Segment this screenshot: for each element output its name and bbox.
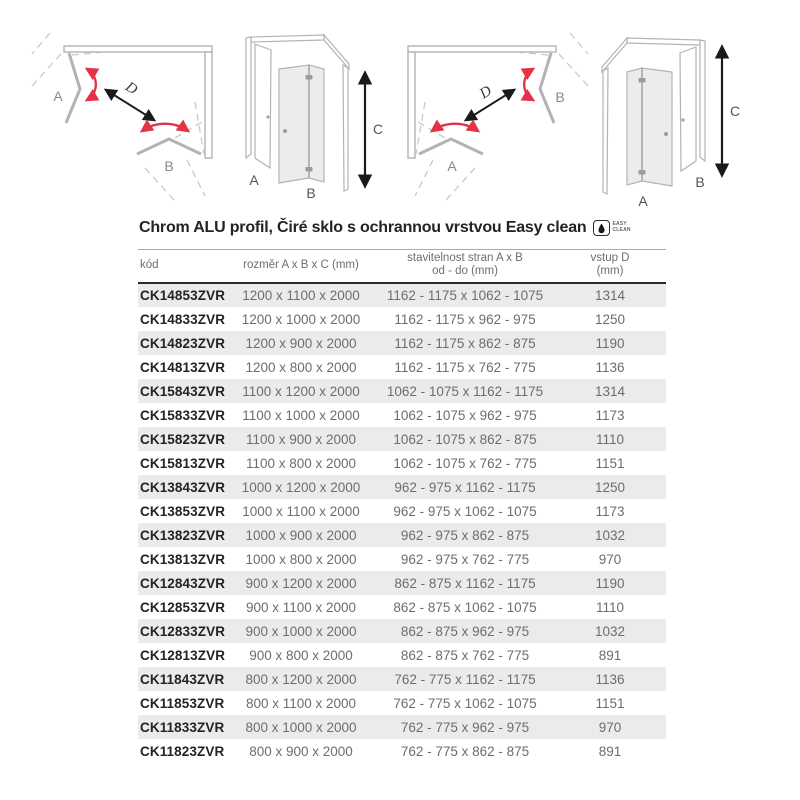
table-row: [138, 715, 666, 739]
product-code: CK13853ZVR: [140, 503, 226, 519]
table-row: [138, 427, 666, 451]
entry-width-d: 1250: [594, 311, 626, 327]
entry-width-d: 970: [598, 551, 622, 567]
table-row: [138, 523, 666, 547]
entry-width-d: 1250: [594, 479, 626, 495]
entry-width-d: 1136: [595, 359, 625, 375]
size-table-header: [138, 250, 666, 284]
droplet-icon: [597, 223, 606, 234]
diagram2-door-b-label: B: [306, 185, 316, 201]
entry-width-d: 1314: [594, 288, 626, 304]
dimension-axbxc: 900 x 1200 x 2000: [245, 575, 357, 591]
product-code: CK11843ZVR: [140, 671, 225, 687]
diagram3-door-a-label: A: [447, 158, 457, 174]
entry-width-d: 891: [598, 647, 622, 663]
product-code: CK15823ZVR: [140, 431, 226, 447]
entry-width-d: 1136: [595, 671, 625, 687]
product-code: CK13813ZVR: [140, 551, 226, 567]
diagram-top-view-left: [28, 28, 228, 213]
column-header-stavitelnost: [376, 250, 554, 284]
entry-width-d: 970: [598, 719, 622, 735]
diagram1-door-b-label: B: [164, 158, 174, 174]
dimension-axbxc: 1200 x 800 x 2000: [245, 359, 357, 375]
dimension-axbxc: 800 x 1100 x 2000: [245, 695, 357, 711]
entry-width-d: 1151: [595, 455, 625, 471]
table-row: [138, 595, 666, 619]
table-row: [138, 403, 666, 427]
entry-width-d: 1190: [595, 575, 625, 591]
dimension-axbxc: 1200 x 1000 x 2000: [241, 311, 361, 327]
adjustability-range: 1162 - 1175 x 962 - 975: [394, 311, 536, 327]
entry-width-d: 1110: [595, 431, 625, 447]
dimension-axbxc: 1000 x 1100 x 2000: [242, 503, 360, 519]
product-code: CK14833ZVR: [140, 311, 226, 327]
table-row: [138, 331, 666, 355]
adjustability-range: 762 - 775 x 1162 - 1175: [394, 671, 536, 687]
entry-width-d: 1032: [594, 527, 626, 543]
product-code: CK15833ZVR: [140, 407, 226, 423]
entry-width-d: 1110: [595, 599, 625, 615]
table-row: [138, 499, 666, 523]
column-header-stavitelnost-line1: stavitelnost stran A x B: [407, 252, 523, 264]
diagram4-height-c-label: C: [729, 103, 741, 119]
adjustability-range: 962 - 975 x 862 - 875: [400, 527, 530, 543]
table-row: [138, 739, 666, 763]
dimension-axbxc: 1100 x 1000 x 2000: [242, 407, 360, 423]
dimension-axbxc: 1000 x 800 x 2000: [245, 551, 357, 567]
size-table-wrap: [138, 249, 666, 763]
column-header-rozmer: rozměr A x B x C (mm): [226, 250, 376, 284]
diagram1-door-a-label: A: [53, 88, 63, 104]
diagram3-entry-d-label: D: [476, 82, 495, 103]
product-code: CK12813ZVR: [140, 647, 226, 663]
entry-width-d: 1173: [595, 503, 625, 519]
diagram2-height-c-label: C: [372, 121, 384, 137]
adjustability-range: 962 - 975 x 1162 - 1175: [394, 479, 536, 495]
entry-width-d: 1190: [595, 335, 625, 351]
dimension-axbxc: 1200 x 1100 x 2000: [242, 288, 360, 304]
table-row: [138, 619, 666, 643]
adjustability-range: 862 - 875 x 1162 - 1175: [394, 575, 536, 591]
product-code: CK13823ZVR: [140, 527, 226, 543]
adjustability-range: 862 - 875 x 962 - 975: [400, 623, 530, 639]
column-header-vstup-line1: vstup D: [590, 252, 630, 264]
diagram1-entry-d-label: D: [122, 78, 141, 99]
adjustability-range: 762 - 775 x 1062 - 1075: [393, 695, 537, 711]
size-table: [138, 249, 666, 763]
table-row: [138, 451, 666, 475]
column-header-kod: kód: [138, 250, 226, 284]
dimension-axbxc: 900 x 800 x 2000: [249, 647, 353, 663]
diagram-iso-view-left: [236, 25, 388, 210]
table-row: [138, 355, 666, 379]
dimension-axbxc: 800 x 1000 x 2000: [245, 719, 357, 735]
dimension-axbxc: 900 x 1100 x 2000: [245, 599, 357, 615]
dimension-axbxc: 1000 x 900 x 2000: [245, 527, 357, 543]
product-code: CK12843ZVR: [140, 575, 226, 591]
adjustability-range: 1162 - 1175 x 762 - 775: [394, 359, 536, 375]
easy-clean-badge: [593, 220, 630, 236]
easy-clean-badge-box: [593, 220, 610, 236]
diagram2-panel-a-label: A: [249, 172, 259, 188]
product-line-title: Chrom ALU profil, Čiré sklo s ochrannou vrstvou Easy clean: [139, 219, 587, 236]
diagram-top-view-right: [392, 28, 592, 213]
product-code: CK13843ZVR: [140, 479, 226, 495]
product-code: CK11853ZVR: [140, 695, 225, 711]
entry-width-d: 1151: [595, 695, 625, 711]
adjustability-range: 1162 - 1175 x 1062 - 1075: [386, 288, 544, 304]
entry-width-d: 1173: [595, 407, 625, 423]
adjustability-range: 1062 - 1075 x 1162 - 1175: [386, 383, 544, 399]
product-code: CK14853ZVR: [140, 288, 226, 304]
product-code: CK12853ZVR: [140, 599, 226, 615]
dimension-axbxc: 1200 x 900 x 2000: [245, 335, 357, 351]
dimension-axbxc: 1100 x 1200 x 2000: [242, 383, 360, 399]
adjustability-range: 1162 - 1175 x 862 - 875: [394, 335, 536, 351]
product-code: CK15843ZVR: [140, 383, 226, 399]
title-row: [139, 219, 631, 237]
dimension-axbxc: 800 x 900 x 2000: [249, 743, 353, 759]
table-row: [138, 667, 666, 691]
dimension-axbxc: 1100 x 800 x 2000: [245, 455, 357, 471]
dimension-axbxc: 900 x 1000 x 2000: [245, 623, 357, 639]
product-code: CK11833ZVR: [140, 719, 225, 735]
diagram4-panel-b-label: B: [695, 174, 705, 190]
product-code: CK12833ZVR: [140, 623, 226, 639]
easy-clean-badge-line2: CLEAN: [612, 227, 631, 233]
adjustability-range: 862 - 875 x 762 - 775: [400, 647, 530, 663]
adjustability-range: 862 - 875 x 1062 - 1075: [393, 599, 537, 615]
table-row: [138, 643, 666, 667]
dimension-axbxc: 800 x 1200 x 2000: [245, 671, 357, 687]
table-row: [138, 379, 666, 403]
dimension-axbxc: 1100 x 900 x 2000: [245, 431, 357, 447]
adjustability-range: 1062 - 1075 x 962 - 975: [393, 407, 537, 423]
column-header-vstup-line2: (mm): [596, 265, 624, 278]
adjustability-range: 762 - 775 x 862 - 875: [400, 743, 530, 759]
easy-clean-badge-line1: EASY: [612, 221, 627, 228]
easy-clean-badge-text: [612, 222, 630, 234]
adjustability-range: 962 - 975 x 762 - 775: [400, 551, 530, 567]
table-row: [138, 283, 666, 307]
table-row: [138, 307, 666, 331]
adjustability-range: 962 - 975 x 1062 - 1075: [393, 503, 537, 519]
dimension-axbxc: 1000 x 1200 x 2000: [241, 479, 361, 495]
table-row: [138, 475, 666, 499]
diagram3-door-b-label: B: [555, 89, 565, 105]
adjustability-range: 762 - 775 x 962 - 975: [400, 719, 530, 735]
entry-width-d: 1032: [594, 623, 626, 639]
product-code: CK14823ZVR: [140, 335, 226, 351]
adjustability-range: 1062 - 1075 x 862 - 875: [393, 431, 537, 447]
column-header-vstup: [554, 250, 666, 284]
diagram-iso-view-right: [596, 25, 754, 215]
size-table-body: [138, 283, 666, 763]
product-code: CK14813ZVR: [140, 359, 226, 375]
entry-width-d: 891: [598, 743, 622, 759]
column-header-stavitelnost-line2: od - do (mm): [432, 265, 498, 278]
adjustability-range: 1062 - 1075 x 762 - 775: [393, 455, 537, 471]
diagram4-door-a-label: A: [638, 193, 648, 209]
table-row: [138, 547, 666, 571]
table-row: [138, 571, 666, 595]
product-code: CK11823ZVR: [140, 743, 225, 759]
entry-width-d: 1314: [594, 383, 626, 399]
product-code: CK15813ZVR: [140, 455, 226, 471]
table-row: [138, 691, 666, 715]
